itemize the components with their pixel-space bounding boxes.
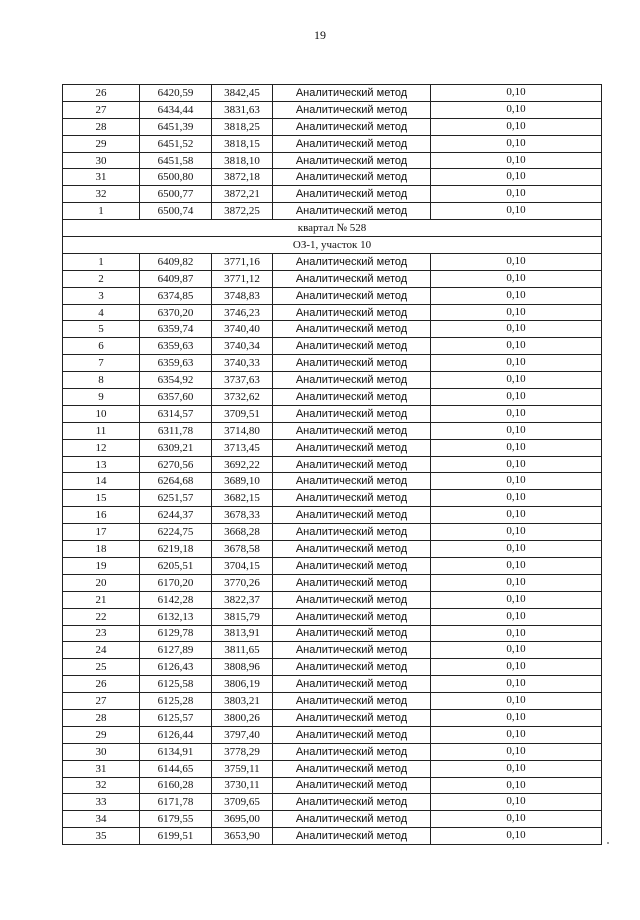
- x-coordinate-cell: 6270,56: [140, 456, 212, 473]
- table-row: [63, 101, 602, 118]
- table-row: [63, 490, 602, 507]
- method-cell: Аналитический метод: [273, 389, 431, 406]
- y-coordinate-cell: 3818,25: [212, 118, 273, 135]
- section-title: квартал № 528: [63, 220, 602, 237]
- point-number-cell: 12: [63, 439, 140, 456]
- x-coordinate-cell: 6370,20: [140, 304, 212, 321]
- table-row: [63, 304, 602, 321]
- y-coordinate-cell: 3815,79: [212, 608, 273, 625]
- accuracy-cell: 0,10: [431, 355, 602, 372]
- point-number-cell: 29: [63, 135, 140, 152]
- y-coordinate-cell: 3822,37: [212, 591, 273, 608]
- method-cell: Аналитический метод: [273, 524, 431, 541]
- coordinates-table-body: [63, 85, 602, 845]
- x-coordinate-cell: 6451,39: [140, 118, 212, 135]
- x-coordinate-cell: 6160,28: [140, 777, 212, 794]
- section-title-row: [63, 220, 602, 237]
- y-coordinate-cell: 3797,40: [212, 726, 273, 743]
- table-row: [63, 338, 602, 355]
- y-coordinate-cell: 3771,12: [212, 270, 273, 287]
- point-number-cell: 27: [63, 101, 140, 118]
- table-row: [63, 524, 602, 541]
- accuracy-cell: 0,10: [431, 676, 602, 693]
- point-number-cell: 22: [63, 608, 140, 625]
- y-coordinate-cell: 3872,18: [212, 169, 273, 186]
- table-row: [63, 828, 602, 845]
- x-coordinate-cell: 6127,89: [140, 642, 212, 659]
- accuracy-cell: 0,10: [431, 693, 602, 710]
- accuracy-cell: 0,10: [431, 473, 602, 490]
- y-coordinate-cell: 3771,16: [212, 253, 273, 270]
- method-cell: Аналитический метод: [273, 321, 431, 338]
- scan-speck: [607, 842, 609, 844]
- accuracy-cell: 0,10: [431, 287, 602, 304]
- y-coordinate-cell: 3740,33: [212, 355, 273, 372]
- x-coordinate-cell: 6170,20: [140, 574, 212, 591]
- y-coordinate-cell: 3682,15: [212, 490, 273, 507]
- point-number-cell: 2: [63, 270, 140, 287]
- x-coordinate-cell: 6199,51: [140, 828, 212, 845]
- point-number-cell: 27: [63, 693, 140, 710]
- method-cell: Аналитический метод: [273, 372, 431, 389]
- y-coordinate-cell: 3737,63: [212, 372, 273, 389]
- table-row: [63, 473, 602, 490]
- point-number-cell: 9: [63, 389, 140, 406]
- method-cell: Аналитический метод: [273, 253, 431, 270]
- x-coordinate-cell: 6129,78: [140, 625, 212, 642]
- point-number-cell: 33: [63, 794, 140, 811]
- section-subtitle-row: [63, 237, 602, 254]
- y-coordinate-cell: 3748,83: [212, 287, 273, 304]
- y-coordinate-cell: 3746,23: [212, 304, 273, 321]
- point-number-cell: 15: [63, 490, 140, 507]
- y-coordinate-cell: 3831,63: [212, 101, 273, 118]
- point-number-cell: 29: [63, 726, 140, 743]
- page-number: 19: [314, 28, 326, 42]
- point-number-cell: 6: [63, 338, 140, 355]
- table-row: [63, 760, 602, 777]
- x-coordinate-cell: 6142,28: [140, 591, 212, 608]
- accuracy-cell: 0,10: [431, 270, 602, 287]
- method-cell: Аналитический метод: [273, 101, 431, 118]
- x-coordinate-cell: 6126,43: [140, 659, 212, 676]
- accuracy-cell: 0,10: [431, 490, 602, 507]
- x-coordinate-cell: 6409,82: [140, 253, 212, 270]
- x-coordinate-cell: 6434,44: [140, 101, 212, 118]
- x-coordinate-cell: 6171,78: [140, 794, 212, 811]
- y-coordinate-cell: 3818,10: [212, 152, 273, 169]
- method-cell: Аналитический метод: [273, 541, 431, 558]
- accuracy-cell: 0,10: [431, 439, 602, 456]
- x-coordinate-cell: 6357,60: [140, 389, 212, 406]
- accuracy-cell: 0,10: [431, 152, 602, 169]
- x-coordinate-cell: 6420,59: [140, 85, 212, 102]
- table-row: [63, 693, 602, 710]
- method-cell: Аналитический метод: [273, 338, 431, 355]
- point-number-cell: 32: [63, 186, 140, 203]
- x-coordinate-cell: 6251,57: [140, 490, 212, 507]
- accuracy-cell: 0,10: [431, 608, 602, 625]
- y-coordinate-cell: 3759,11: [212, 760, 273, 777]
- x-coordinate-cell: 6125,58: [140, 676, 212, 693]
- point-number-cell: 35: [63, 828, 140, 845]
- x-coordinate-cell: 6311,78: [140, 422, 212, 439]
- point-number-cell: 17: [63, 524, 140, 541]
- method-cell: Аналитический метод: [273, 270, 431, 287]
- x-coordinate-cell: 6500,80: [140, 169, 212, 186]
- table-row: [63, 709, 602, 726]
- x-coordinate-cell: 6134,91: [140, 743, 212, 760]
- y-coordinate-cell: 3872,25: [212, 203, 273, 220]
- table-row: [63, 557, 602, 574]
- method-cell: Аналитический метод: [273, 304, 431, 321]
- table-row: [63, 203, 602, 220]
- y-coordinate-cell: 3811,65: [212, 642, 273, 659]
- y-coordinate-cell: 3818,15: [212, 135, 273, 152]
- accuracy-cell: 0,10: [431, 541, 602, 558]
- y-coordinate-cell: 3730,11: [212, 777, 273, 794]
- point-number-cell: 21: [63, 591, 140, 608]
- method-cell: Аналитический метод: [273, 760, 431, 777]
- point-number-cell: 26: [63, 676, 140, 693]
- table-row: [63, 270, 602, 287]
- accuracy-cell: 0,10: [431, 253, 602, 270]
- method-cell: Аналитический метод: [273, 169, 431, 186]
- method-cell: Аналитический метод: [273, 473, 431, 490]
- point-number-cell: 1: [63, 203, 140, 220]
- y-coordinate-cell: 3678,58: [212, 541, 273, 558]
- method-cell: Аналитический метод: [273, 490, 431, 507]
- x-coordinate-cell: 6179,55: [140, 811, 212, 828]
- accuracy-cell: 0,10: [431, 203, 602, 220]
- accuracy-cell: 0,10: [431, 794, 602, 811]
- point-number-cell: 16: [63, 507, 140, 524]
- table-row: [63, 85, 602, 102]
- table-row: [63, 811, 602, 828]
- y-coordinate-cell: 3778,29: [212, 743, 273, 760]
- table-row: [63, 118, 602, 135]
- accuracy-cell: 0,10: [431, 811, 602, 828]
- accuracy-cell: 0,10: [431, 389, 602, 406]
- y-coordinate-cell: 3800,26: [212, 709, 273, 726]
- method-cell: Аналитический метод: [273, 186, 431, 203]
- y-coordinate-cell: 3714,80: [212, 422, 273, 439]
- x-coordinate-cell: 6264,68: [140, 473, 212, 490]
- x-coordinate-cell: 6359,74: [140, 321, 212, 338]
- accuracy-cell: 0,10: [431, 659, 602, 676]
- table-row: [63, 405, 602, 422]
- table-row: [63, 135, 602, 152]
- accuracy-cell: 0,10: [431, 118, 602, 135]
- point-number-cell: 14: [63, 473, 140, 490]
- coordinates-table: [62, 84, 602, 845]
- point-number-cell: 13: [63, 456, 140, 473]
- method-cell: Аналитический метод: [273, 625, 431, 642]
- point-number-cell: 34: [63, 811, 140, 828]
- point-number-cell: 31: [63, 169, 140, 186]
- accuracy-cell: 0,10: [431, 574, 602, 591]
- accuracy-cell: 0,10: [431, 169, 602, 186]
- y-coordinate-cell: 3653,90: [212, 828, 273, 845]
- accuracy-cell: 0,10: [431, 372, 602, 389]
- accuracy-cell: 0,10: [431, 642, 602, 659]
- x-coordinate-cell: 6219,18: [140, 541, 212, 558]
- table-row: [63, 743, 602, 760]
- x-coordinate-cell: 6224,75: [140, 524, 212, 541]
- point-number-cell: 11: [63, 422, 140, 439]
- accuracy-cell: 0,10: [431, 828, 602, 845]
- accuracy-cell: 0,10: [431, 709, 602, 726]
- accuracy-cell: 0,10: [431, 777, 602, 794]
- method-cell: Аналитический метод: [273, 439, 431, 456]
- table-row: [63, 659, 602, 676]
- y-coordinate-cell: 3692,22: [212, 456, 273, 473]
- point-number-cell: 19: [63, 557, 140, 574]
- table-row: [63, 507, 602, 524]
- table-row: [63, 676, 602, 693]
- x-coordinate-cell: 6374,85: [140, 287, 212, 304]
- x-coordinate-cell: 6451,52: [140, 135, 212, 152]
- method-cell: Аналитический метод: [273, 118, 431, 135]
- point-number-cell: 5: [63, 321, 140, 338]
- x-coordinate-cell: 6359,63: [140, 338, 212, 355]
- accuracy-cell: 0,10: [431, 557, 602, 574]
- y-coordinate-cell: 3713,45: [212, 439, 273, 456]
- point-number-cell: 26: [63, 85, 140, 102]
- table-row: [63, 372, 602, 389]
- method-cell: Аналитический метод: [273, 693, 431, 710]
- x-coordinate-cell: 6144,65: [140, 760, 212, 777]
- table-row: [63, 439, 602, 456]
- y-coordinate-cell: 3740,34: [212, 338, 273, 355]
- accuracy-cell: 0,10: [431, 85, 602, 102]
- method-cell: Аналитический метод: [273, 405, 431, 422]
- point-number-cell: 7: [63, 355, 140, 372]
- x-coordinate-cell: 6205,51: [140, 557, 212, 574]
- method-cell: Аналитический метод: [273, 574, 431, 591]
- method-cell: Аналитический метод: [273, 287, 431, 304]
- point-number-cell: 28: [63, 118, 140, 135]
- x-coordinate-cell: 6125,57: [140, 709, 212, 726]
- table-row: [63, 608, 602, 625]
- x-coordinate-cell: 6314,57: [140, 405, 212, 422]
- method-cell: Аналитический метод: [273, 152, 431, 169]
- table-row: [63, 169, 602, 186]
- y-coordinate-cell: 3678,33: [212, 507, 273, 524]
- table-row: [63, 287, 602, 304]
- x-coordinate-cell: 6309,21: [140, 439, 212, 456]
- table-row: [63, 726, 602, 743]
- table-row: [63, 591, 602, 608]
- y-coordinate-cell: 3689,10: [212, 473, 273, 490]
- table-row: [63, 541, 602, 558]
- y-coordinate-cell: 3803,21: [212, 693, 273, 710]
- x-coordinate-cell: 6132,13: [140, 608, 212, 625]
- method-cell: Аналитический метод: [273, 828, 431, 845]
- method-cell: Аналитический метод: [273, 659, 431, 676]
- point-number-cell: 3: [63, 287, 140, 304]
- point-number-cell: 18: [63, 541, 140, 558]
- accuracy-cell: 0,10: [431, 524, 602, 541]
- accuracy-cell: 0,10: [431, 135, 602, 152]
- point-number-cell: 28: [63, 709, 140, 726]
- x-coordinate-cell: 6359,63: [140, 355, 212, 372]
- table-row: [63, 625, 602, 642]
- method-cell: Аналитический метод: [273, 507, 431, 524]
- method-cell: Аналитический метод: [273, 591, 431, 608]
- y-coordinate-cell: 3808,96: [212, 659, 273, 676]
- accuracy-cell: 0,10: [431, 507, 602, 524]
- y-coordinate-cell: 3695,00: [212, 811, 273, 828]
- point-number-cell: 25: [63, 659, 140, 676]
- method-cell: Аналитический метод: [273, 811, 431, 828]
- accuracy-cell: 0,10: [431, 743, 602, 760]
- point-number-cell: 30: [63, 743, 140, 760]
- accuracy-cell: 0,10: [431, 304, 602, 321]
- y-coordinate-cell: 3704,15: [212, 557, 273, 574]
- point-number-cell: 10: [63, 405, 140, 422]
- method-cell: Аналитический метод: [273, 85, 431, 102]
- accuracy-cell: 0,10: [431, 456, 602, 473]
- method-cell: Аналитический метод: [273, 608, 431, 625]
- y-coordinate-cell: 3813,91: [212, 625, 273, 642]
- point-number-cell: 8: [63, 372, 140, 389]
- x-coordinate-cell: 6451,58: [140, 152, 212, 169]
- accuracy-cell: 0,10: [431, 591, 602, 608]
- y-coordinate-cell: 3806,19: [212, 676, 273, 693]
- point-number-cell: 24: [63, 642, 140, 659]
- table-row: [63, 321, 602, 338]
- y-coordinate-cell: 3842,45: [212, 85, 273, 102]
- accuracy-cell: 0,10: [431, 186, 602, 203]
- x-coordinate-cell: 6125,28: [140, 693, 212, 710]
- table-row: [63, 355, 602, 372]
- point-number-cell: 31: [63, 760, 140, 777]
- point-number-cell: 4: [63, 304, 140, 321]
- accuracy-cell: 0,10: [431, 422, 602, 439]
- x-coordinate-cell: 6500,77: [140, 186, 212, 203]
- table-row: [63, 253, 602, 270]
- table-row: [63, 389, 602, 406]
- x-coordinate-cell: 6500,74: [140, 203, 212, 220]
- method-cell: Аналитический метод: [273, 676, 431, 693]
- x-coordinate-cell: 6354,92: [140, 372, 212, 389]
- table-row: [63, 186, 602, 203]
- method-cell: Аналитический метод: [273, 203, 431, 220]
- accuracy-cell: 0,10: [431, 321, 602, 338]
- x-coordinate-cell: 6244,37: [140, 507, 212, 524]
- x-coordinate-cell: 6409,87: [140, 270, 212, 287]
- method-cell: Аналитический метод: [273, 355, 431, 372]
- method-cell: Аналитический метод: [273, 557, 431, 574]
- method-cell: Аналитический метод: [273, 709, 431, 726]
- table-row: [63, 574, 602, 591]
- method-cell: Аналитический метод: [273, 135, 431, 152]
- accuracy-cell: 0,10: [431, 760, 602, 777]
- table-row: [63, 794, 602, 811]
- y-coordinate-cell: 3770,26: [212, 574, 273, 591]
- method-cell: Аналитический метод: [273, 642, 431, 659]
- accuracy-cell: 0,10: [431, 101, 602, 118]
- point-number-cell: 1: [63, 253, 140, 270]
- y-coordinate-cell: 3709,51: [212, 405, 273, 422]
- method-cell: Аналитический метод: [273, 794, 431, 811]
- accuracy-cell: 0,10: [431, 405, 602, 422]
- y-coordinate-cell: 3709,65: [212, 794, 273, 811]
- y-coordinate-cell: 3732,62: [212, 389, 273, 406]
- section-subtitle: ОЗ-1, участок 10: [63, 237, 602, 254]
- table-row: [63, 642, 602, 659]
- y-coordinate-cell: 3740,40: [212, 321, 273, 338]
- table-row: [63, 777, 602, 794]
- table-row: [63, 456, 602, 473]
- accuracy-cell: 0,10: [431, 338, 602, 355]
- table-row: [63, 152, 602, 169]
- method-cell: Аналитический метод: [273, 777, 431, 794]
- method-cell: Аналитический метод: [273, 743, 431, 760]
- point-number-cell: 23: [63, 625, 140, 642]
- point-number-cell: 20: [63, 574, 140, 591]
- point-number-cell: 32: [63, 777, 140, 794]
- accuracy-cell: 0,10: [431, 726, 602, 743]
- method-cell: Аналитический метод: [273, 726, 431, 743]
- accuracy-cell: 0,10: [431, 625, 602, 642]
- point-number-cell: 30: [63, 152, 140, 169]
- y-coordinate-cell: 3872,21: [212, 186, 273, 203]
- method-cell: Аналитический метод: [273, 456, 431, 473]
- table-row: [63, 422, 602, 439]
- method-cell: Аналитический метод: [273, 422, 431, 439]
- x-coordinate-cell: 6126,44: [140, 726, 212, 743]
- y-coordinate-cell: 3668,28: [212, 524, 273, 541]
